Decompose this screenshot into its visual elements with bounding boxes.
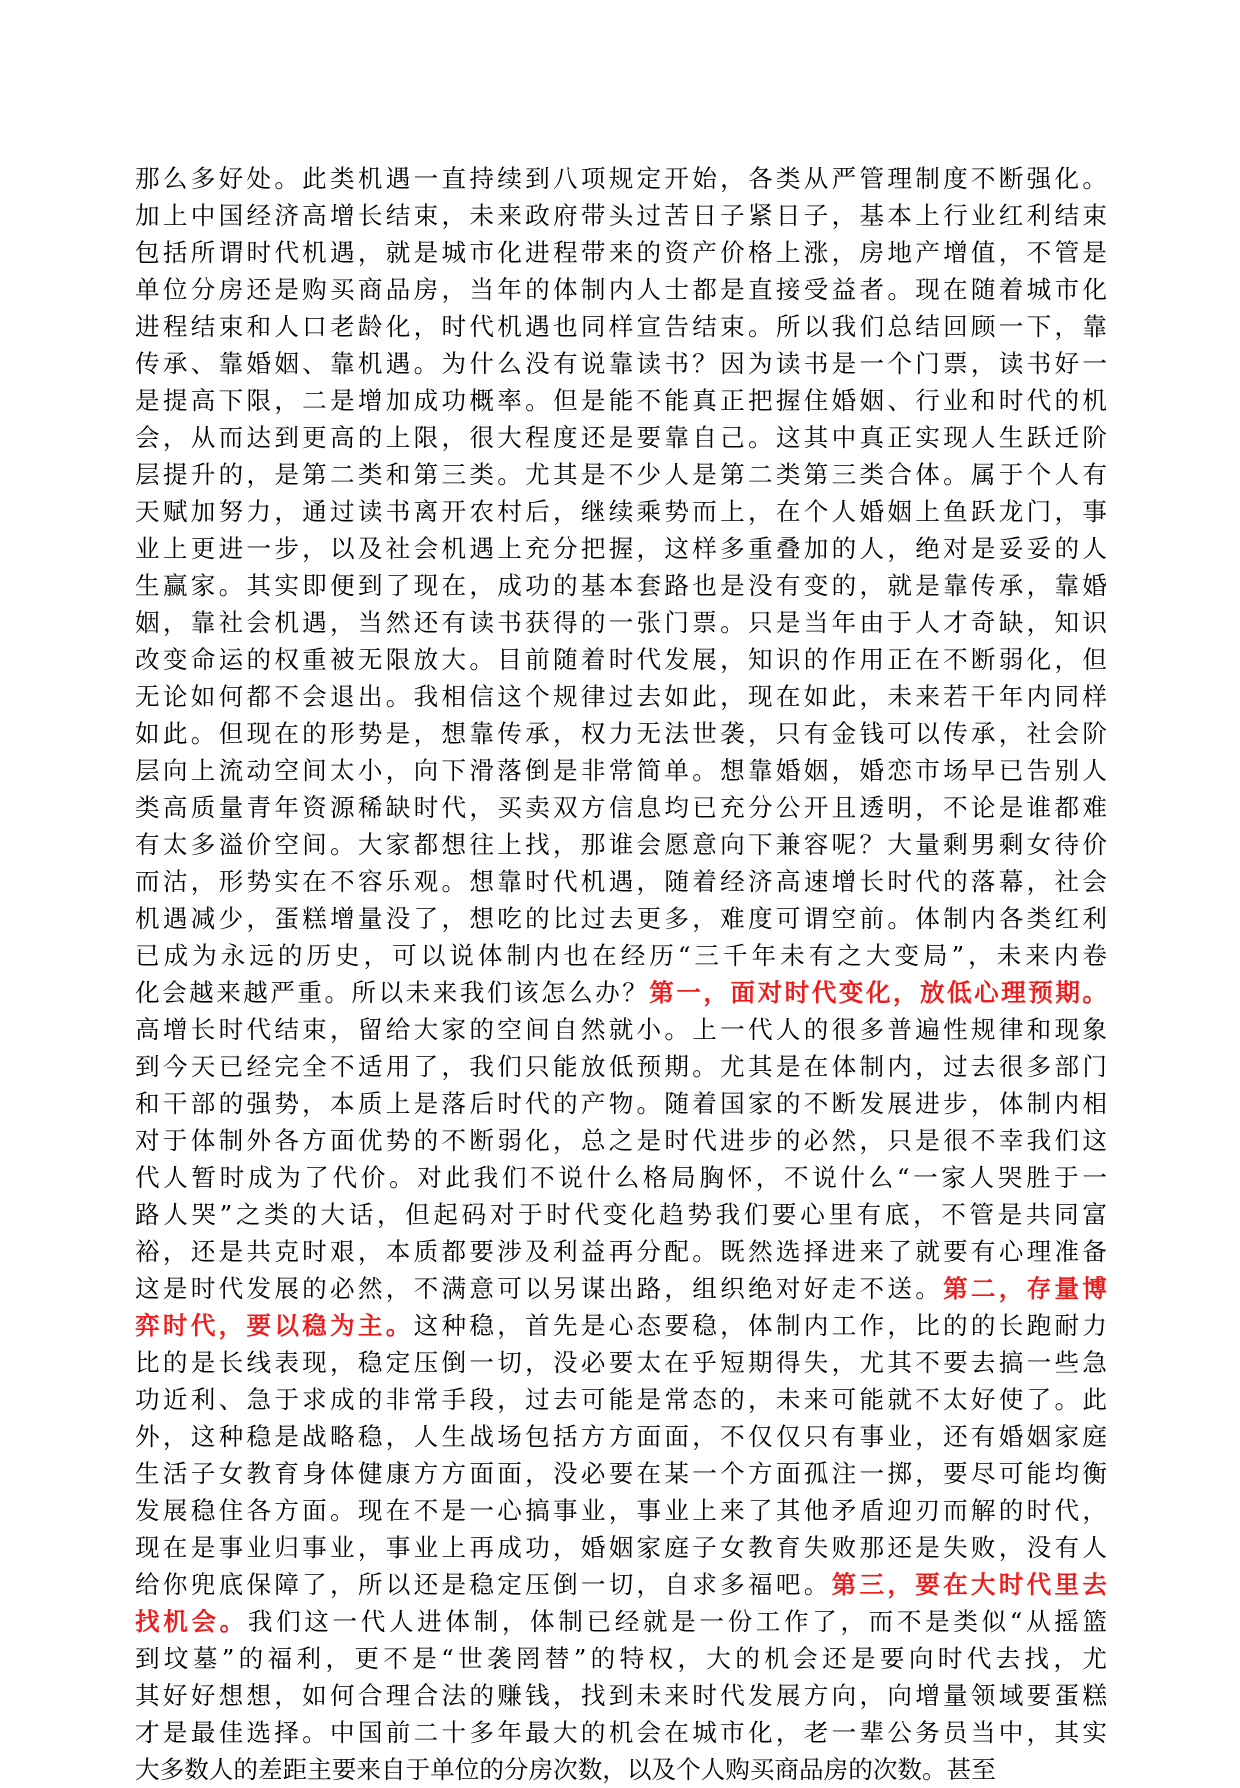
- text-line: [135, 1529, 1107, 1566]
- text-line: [135, 1011, 1107, 1048]
- body-text: [135, 160, 1107, 1788]
- text-line: [135, 715, 1107, 752]
- text-segment: 代人暂时成为了代价。对此我们不说什么格局胸怀，不说什么“一家人哭胜于一: [135, 1163, 1107, 1192]
- text-segment: 进程结束和人口老龄化，时代机遇也同样宣告结束。所以我们总结回顾一下，靠: [135, 312, 1107, 341]
- text-segment: 这是时代发展的必然，不满意可以另谋出路，组织绝对好走不送。: [135, 1274, 944, 1303]
- text-segment: 加上中国经济高增长结束，未来政府带头过苦日子紧日子，基本上行业红利结束: [135, 201, 1107, 230]
- text-segment: 会，从而达到更高的上限，很大程度还是要靠自己。这其中真正实现人生跃迁阶: [135, 423, 1107, 452]
- text-line: [135, 1455, 1107, 1492]
- text-line: [135, 1344, 1107, 1381]
- text-line: [135, 456, 1107, 493]
- text-line: [135, 271, 1107, 308]
- text-segment: 这种稳，首先是心态要稳，体制内工作，比的的长跑耐力: [413, 1311, 1107, 1340]
- highlighted-heading: 第二，存量博: [943, 1274, 1107, 1303]
- text-line: [135, 345, 1107, 382]
- text-segment: 功近利、急于求成的非常手段，过去可能是常态的，未来可能就不太好使了。此: [135, 1385, 1107, 1414]
- text-segment: 和干部的强势，本质上是落后时代的产物。随着国家的不断发展进步，体制内相: [135, 1089, 1107, 1118]
- text-segment: 对于体制外各方面优势的不断弱化，总之是时代进步的必然，只是很不幸我们这: [135, 1126, 1107, 1155]
- highlighted-heading: 第一，面对时代变化，放低心理预期。: [649, 978, 1107, 1007]
- text-line: [135, 1196, 1107, 1233]
- text-line: [135, 197, 1107, 234]
- text-segment: 其好好想想，如何合理合法的赚钱，找到未来时代发展方向，向增量领域要蛋糕: [135, 1681, 1107, 1710]
- text-line: [135, 382, 1107, 419]
- text-line: [135, 1085, 1107, 1122]
- text-segment: 生活子女教育身体健康方方面面，没必要在某一个方面孤注一掷，要尽可能均衡: [135, 1459, 1107, 1488]
- text-segment: 层提升的，是第二类和第三类。尤其是不少人是第二类第三类合体。属于个人有: [135, 460, 1107, 489]
- text-segment: 而沽，形势实在不容乐观。想靠时代机遇，随着经济高速增长时代的落幕，社会: [135, 867, 1107, 896]
- text-segment: 有太多溢价空间。大家都想往上找，那谁会愿意向下兼容呢？大量剩男剩女待价: [135, 830, 1107, 859]
- text-segment: 化会越来越严重。所以未来我们该怎么办？: [135, 978, 650, 1007]
- text-line: [135, 1566, 1107, 1603]
- text-line: [135, 604, 1107, 641]
- highlighted-heading: 找机会。: [135, 1607, 248, 1636]
- text-line: [135, 789, 1107, 826]
- text-line: [135, 1381, 1107, 1418]
- text-segment: 高增长时代结束，留给大家的空间自然就小。上一代人的很多普遍性规律和现象: [135, 1015, 1107, 1044]
- highlighted-heading: 第三，要在大时代里去: [831, 1570, 1107, 1599]
- text-segment: 裕，还是共克时艰，本质都要涉及利益再分配。既然选择进来了就要有心理准备: [135, 1237, 1107, 1266]
- text-segment: 现在是事业归事业，事业上再成功，婚姻家庭子女教育失败那还是失败，没有人: [135, 1533, 1107, 1562]
- text-segment: 无论如何都不会退出。我相信这个规律过去如此，现在如此，未来若干年内同样: [135, 682, 1107, 711]
- text-line: [135, 308, 1107, 345]
- text-segment: 业上更进一步，以及社会机遇上充分把握，这样多重叠加的人，绝对是妥妥的人: [135, 534, 1107, 563]
- text-line: [135, 900, 1107, 937]
- text-segment: 机遇减少，蛋糕增量没了，想吃的比过去更多，难度可谓空前。体制内各类红利: [135, 904, 1107, 933]
- text-line: [135, 1714, 1107, 1751]
- text-line: [135, 1640, 1107, 1677]
- text-line: [135, 1418, 1107, 1455]
- text-line: [135, 567, 1107, 604]
- text-line: [135, 826, 1107, 863]
- text-segment: 类高质量青年资源稀缺时代，买卖双方信息均已充分公开且透明，不论是谁都难: [135, 793, 1107, 822]
- text-segment: 已成为永远的历史，可以说体制内也在经历“三千年未有之大变局”，未来内卷: [135, 941, 1107, 970]
- text-segment: 那么多好处。此类机遇一直持续到八项规定开始，各类从严管理制度不断强化。: [135, 164, 1107, 193]
- text-line: [135, 1492, 1107, 1529]
- text-segment: 到今天已经完全不适用了，我们只能放低预期。尤其是在体制内，过去很多部门: [135, 1052, 1107, 1081]
- text-line: [135, 160, 1107, 197]
- text-segment: 到坟墓”的福利，更不是“世袭罔替”的特权，大的机会还是要向时代去找，尤: [135, 1644, 1107, 1673]
- text-line: [135, 1677, 1107, 1714]
- text-segment: 才是最佳选择。中国前二十多年最大的机会在城市化，老一辈公务员当中，其实: [135, 1718, 1107, 1747]
- text-segment: 生赢家。其实即便到了现在，成功的基本套路也是没有变的，就是靠传承，靠婚: [135, 571, 1107, 600]
- text-line: [135, 863, 1107, 900]
- text-segment: 姻，靠社会机遇，当然还有读书获得的一张门票。只是当年由于人才奇缺，知识: [135, 608, 1107, 637]
- text-segment: 层向上流动空间太小，向下滑落倒是非常简单。想靠婚姻，婚恋市场早已告别人: [135, 756, 1107, 785]
- text-segment: 给你兜底保障了，所以还是稳定压倒一切，自求多福吧。: [135, 1570, 832, 1599]
- text-segment: 天赋加努力，通过读书离开农村后，继续乘势而上，在个人婚姻上鱼跃龙门，事: [135, 497, 1107, 526]
- text-line: [135, 530, 1107, 567]
- text-line: [135, 1751, 1107, 1788]
- text-segment: 路人哭”之类的大话，但起码对于时代变化趋势我们要心里有底，不管是共同富: [135, 1200, 1107, 1229]
- text-line: [135, 678, 1107, 715]
- text-segment: 我们这一代人进体制，体制已经就是一份工作了，而不是类似“从摇篮: [247, 1607, 1107, 1636]
- highlighted-heading: 弈时代，要以稳为主。: [135, 1311, 414, 1340]
- text-segment: 是提高下限，二是增加成功概率。但是能不能真正把握住婚姻、行业和时代的机: [135, 386, 1107, 415]
- text-line: [135, 493, 1107, 530]
- text-segment: 大多数人的差距主要来自于单位的分房次数，以及个人购买商品房的次数。甚至: [135, 1755, 996, 1784]
- text-segment: 发展稳住各方面。现在不是一心搞事业，事业上来了其他矛盾迎刃而解的时代，: [135, 1496, 1107, 1525]
- text-line: [135, 234, 1107, 271]
- text-segment: 包括所谓时代机遇，就是城市化进程带来的资产价格上涨，房地产增值，不管是: [135, 238, 1107, 267]
- text-segment: 比的是长线表现，稳定压倒一切，没必要太在乎短期得失，尤其不要去搞一些急: [135, 1348, 1107, 1377]
- text-line: [135, 1159, 1107, 1196]
- text-line: [135, 419, 1107, 456]
- text-line: [135, 641, 1107, 678]
- text-segment: 单位分房还是购买商品房，当年的体制内人士都是直接受益者。现在随着城市化: [135, 275, 1107, 304]
- text-line: [135, 974, 1107, 1011]
- text-line: [135, 1048, 1107, 1085]
- text-line: [135, 937, 1107, 974]
- text-segment: 如此。但现在的形势是，想靠传承，权力无法世袭，只有金钱可以传承，社会阶: [135, 719, 1107, 748]
- text-line: [135, 1307, 1107, 1344]
- text-line: [135, 1233, 1107, 1270]
- text-segment: 外，这种稳是战略稳，人生战场包括方方面面，不仅仅只有事业，还有婚姻家庭: [135, 1422, 1107, 1451]
- text-line: [135, 752, 1107, 789]
- text-line: [135, 1270, 1107, 1307]
- text-segment: 改变命运的权重被无限放大。目前随着时代发展，知识的作用正在不断弱化，但: [135, 645, 1107, 674]
- text-line: [135, 1603, 1107, 1640]
- text-segment: 传承、靠婚姻、靠机遇。为什么没有说靠读书？因为读书是一个门票，读书好一: [135, 349, 1107, 378]
- text-line: [135, 1122, 1107, 1159]
